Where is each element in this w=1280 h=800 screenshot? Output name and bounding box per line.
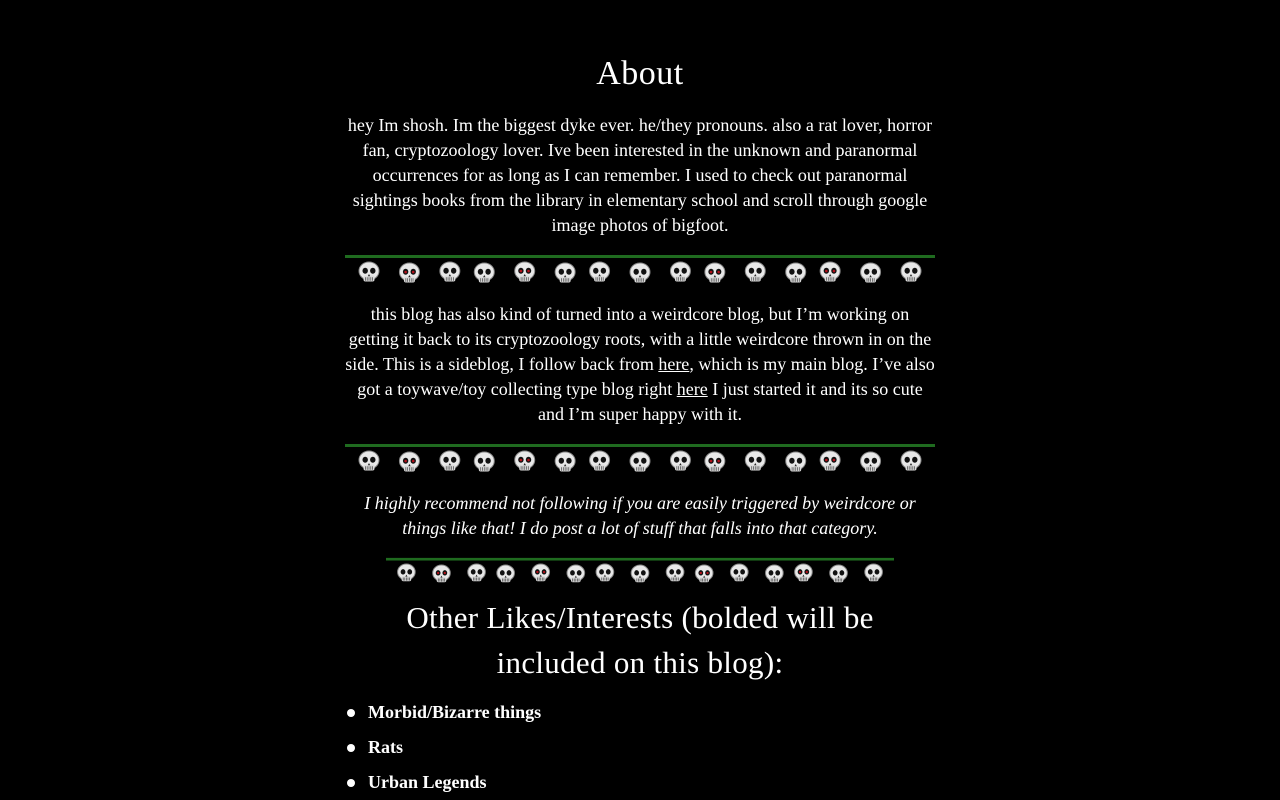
skull-icon <box>830 565 848 582</box>
skull-icon <box>468 564 486 581</box>
toy-blog-link[interactable]: here <box>676 379 708 399</box>
skull-icon <box>567 565 585 582</box>
skull-icon <box>745 451 765 471</box>
skull-icon <box>440 451 460 471</box>
skull-garland-icon <box>386 557 894 587</box>
blog-info-text <box>345 302 935 427</box>
warning-text: I highly recommend not following if you are easily triggered by weirdcore or things like that! I do post a lot of stuff that falls into that category. <box>364 493 916 538</box>
interests-list <box>345 695 935 800</box>
skull-icon <box>532 564 550 581</box>
skull-icon <box>631 565 649 582</box>
skull-icon <box>440 262 460 282</box>
skull-icon <box>820 451 840 471</box>
skull-garland-icon <box>345 254 935 288</box>
skull-icon <box>630 263 650 283</box>
interest-label: Morbid/Bizarre things <box>368 702 542 722</box>
skull-icon <box>901 262 921 282</box>
skull-row <box>345 444 935 472</box>
skull-icon <box>433 565 451 582</box>
skull-icon <box>705 452 725 472</box>
about-intro-text: hey Im shosh. Im the biggest dyke ever. he/they pronouns. also a rat lover, horror fan, cryptozoology lover. Ive been interested in the unknown and paranormal occurrences for as long as I can remember. I used to check out paranormal sightings books from the library in elementary school and scroll through google image photos of bigfoot. <box>347 115 933 235</box>
skull-icon <box>359 451 379 471</box>
skull-icon <box>705 263 725 283</box>
skull-icon <box>590 262 610 282</box>
skull-icon <box>555 452 575 472</box>
skull-icon <box>555 263 575 283</box>
skull-icon <box>730 564 748 581</box>
bullet-dot-icon <box>347 709 355 717</box>
interests-heading: Other Likes/Interests (bolded will be included on this blog): <box>406 600 874 680</box>
skull-icon <box>596 564 614 581</box>
list-item <box>345 730 935 765</box>
skull-icon <box>398 564 416 581</box>
skull-icon <box>901 451 921 471</box>
skull-icon <box>670 451 690 471</box>
skull-icon <box>670 262 690 282</box>
skull-icon <box>861 263 881 283</box>
skull-icon <box>359 262 379 282</box>
about-heading: About <box>596 55 684 92</box>
skull-icon <box>820 262 840 282</box>
list-item <box>345 765 935 800</box>
skull-icon <box>865 564 883 581</box>
about-section <box>345 54 935 800</box>
list-item <box>345 695 935 730</box>
skull-icon <box>666 564 684 581</box>
skull-icon <box>399 452 419 472</box>
skull-icon <box>474 263 494 283</box>
bullet-dot-icon <box>347 779 355 787</box>
blog-info-part2: , which is my main blog. I’ve also got a toywave/toy collecting type blog right <box>357 354 935 399</box>
skull-row <box>345 255 935 283</box>
skull-row <box>386 558 894 582</box>
bullet-dot-icon <box>347 744 355 752</box>
interest-label: Urban Legends <box>368 772 487 792</box>
skull-icon <box>861 452 881 472</box>
skull-icon <box>795 564 813 581</box>
skull-icon <box>786 452 806 472</box>
skull-icon <box>399 263 419 283</box>
skull-icon <box>497 565 515 582</box>
skull-icon <box>766 565 784 582</box>
skull-garland-icon <box>345 443 935 477</box>
blog-info-part3: I just started it and its so cute and I’m super happy with it. <box>538 379 923 424</box>
blog-info-part1: this blog has also kind of turned into a weirdcore blog, but I’m working on getting it back to its cryptozoology roots, with a little weirdcore thrown in on the side. This is a sideblog, I follow back from <box>345 304 932 374</box>
skull-icon <box>630 452 650 472</box>
skull-icon <box>515 451 535 471</box>
skull-icon <box>590 451 610 471</box>
skull-icon <box>745 262 765 282</box>
skull-icon <box>786 263 806 283</box>
skull-icon <box>474 452 494 472</box>
skull-icon <box>695 565 713 582</box>
interest-label: Rats <box>368 737 403 757</box>
main-blog-link[interactable]: here <box>658 354 690 374</box>
skull-icon <box>515 262 535 282</box>
